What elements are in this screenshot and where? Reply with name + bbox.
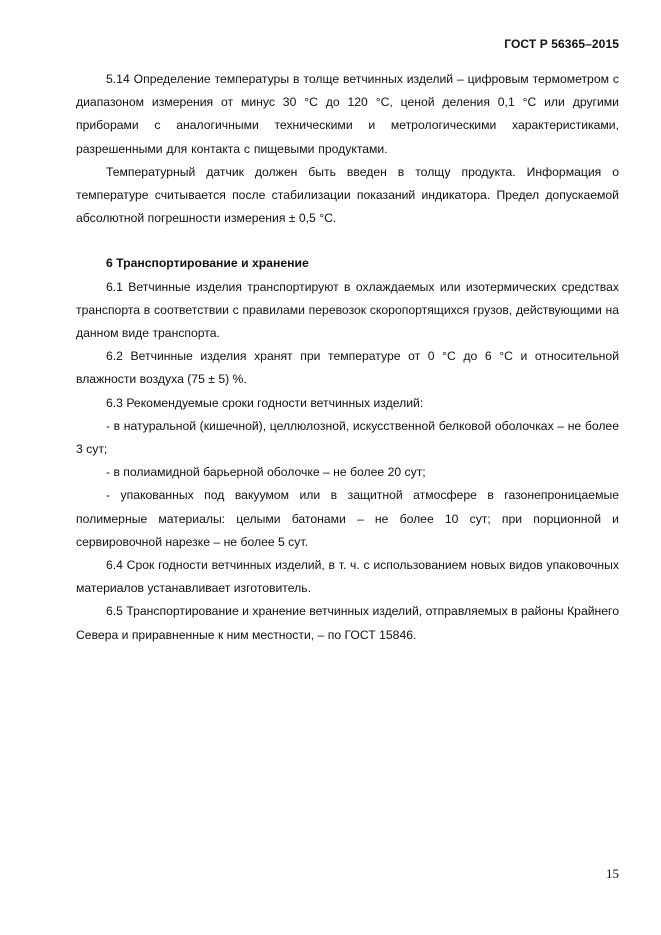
paragraph-6-4: 6.4 Срок годности ветчинных изделий, в т. ч. с использованием новых видов упаковочных материалов устанавливает изготовитель.: [76, 558, 619, 596]
paragraph-sensor: Температурный датчик должен быть введен в толщу продукта. Информация о температуре считывается после стабилизации показаний индикатора. Предел допускаемой абсолютной погрешности измерения ± 0,5 °С.: [76, 164, 619, 226]
paragraph-6-1: 6.1 Ветчинные изделия транспортируют в охлаждаемых или изотермических средствах транспорта в соответствии с правилами перевозок скоропортящихся грузов, действующими на данном виде транспорта.: [76, 279, 619, 341]
document-code: ГОСТ Р 56365–2015: [504, 37, 619, 51]
list-item-vacuum-packed: - упакованных под вакуумом или в защитной атмосфере в газонепроницаемые полимерные материалы: целыми батонами – не более 10 сут; при порционной и сервировочной нарезке – не более 5 сут.: [76, 488, 619, 549]
list-item-natural-casing: - в натуральной (кишечной), целлюлозной, искусственной белковой оболочках – не более 3 сут;: [76, 418, 619, 457]
section-6-title: 6 Транспортирование и хранение: [106, 256, 309, 271]
list-item-polyamide-casing: - в полиамидной барьерной оболочке – не более 20 сут;: [106, 465, 426, 480]
page-number: 15: [606, 866, 619, 881]
paragraph-6-5: 6.5 Транспортирование и хранение ветчинных изделий, отправляемых в районы Крайнего Севера и приравненные к ним местности, – по ГОСТ 15846.: [76, 604, 619, 642]
paragraph-6-2: 6.2 Ветчинные изделия хранят при температуре от 0 °С до 6 °С и относительной влажности воздуха (75 ± 5) %.: [76, 349, 619, 387]
paragraph-5-14: 5.14 Определение температуры в толще ветчинных изделий – цифровым термометром с диапазоном измерения от минус 30 °С до 120 °С, ценой деления 0,1 °С или другими приборами с аналогичными техническими и метрологическими характеристиками, разрешенными для контакта с пищевыми продуктами.: [76, 72, 619, 156]
page-body: [76, 68, 619, 647]
paragraph-6-3: 6.3 Рекомендуемые сроки годности ветчинных изделий:: [106, 395, 424, 410]
